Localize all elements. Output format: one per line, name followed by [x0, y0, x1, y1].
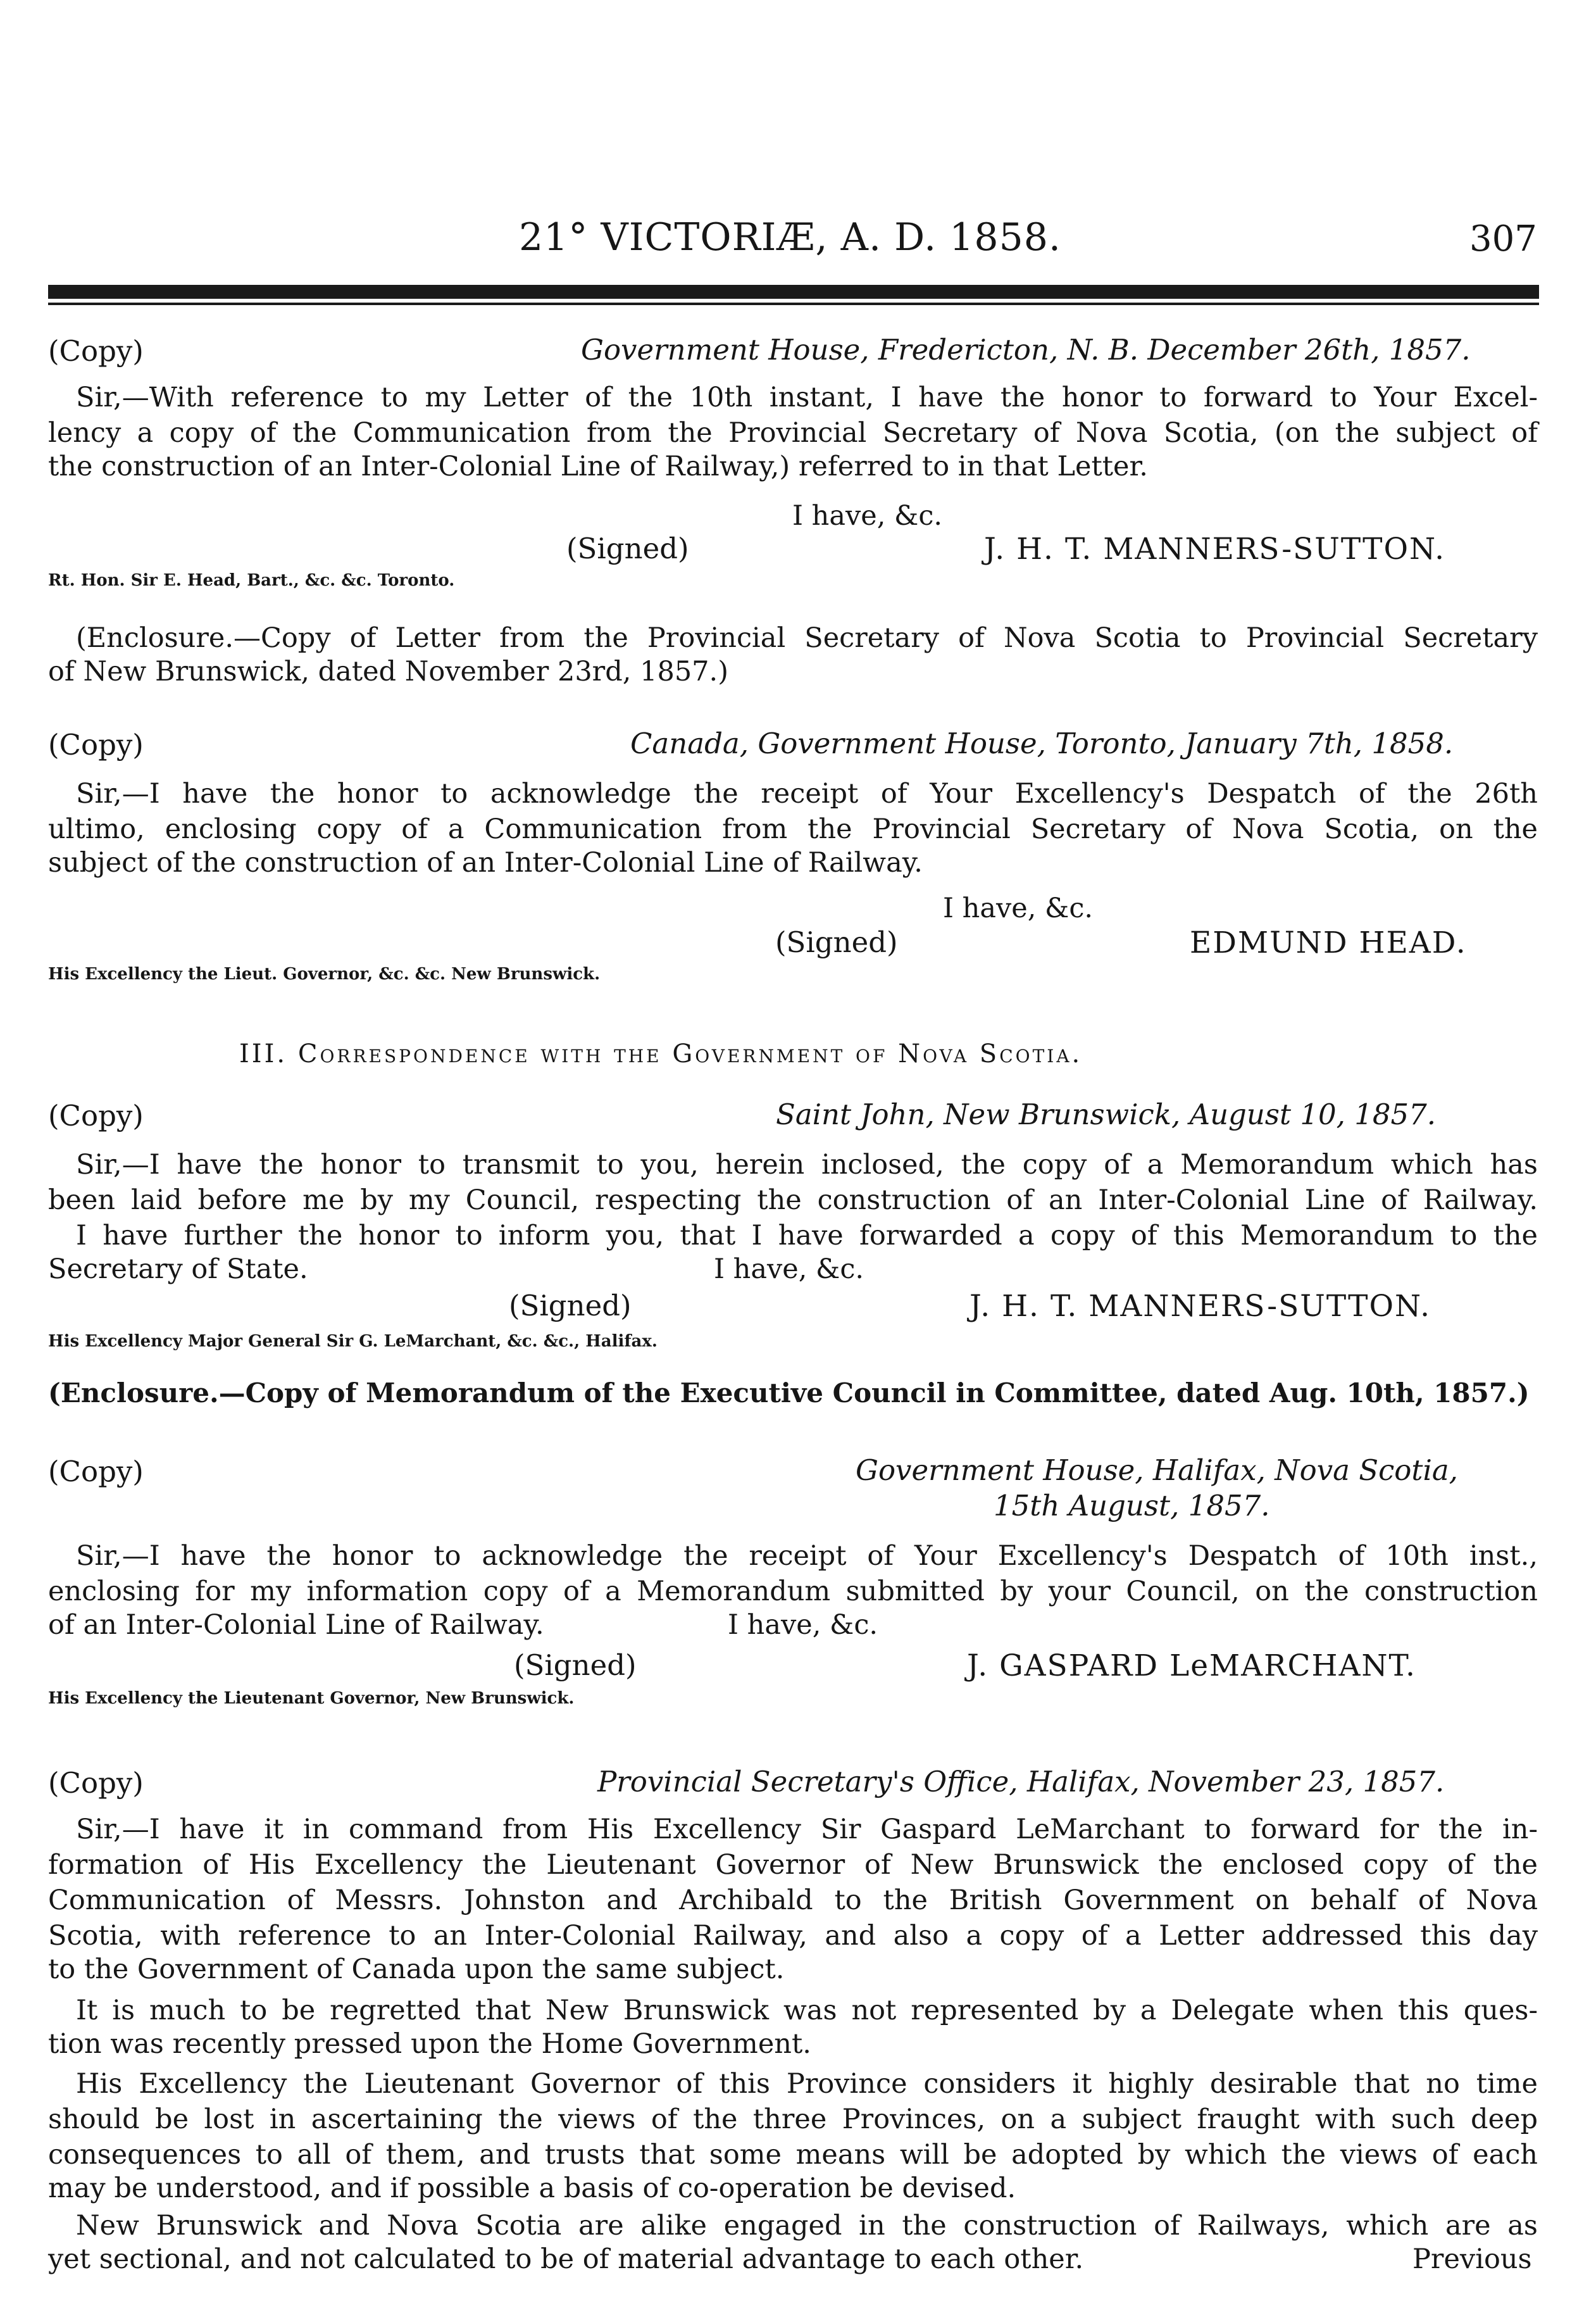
- addressee: Rt. Hon. Sir E. Head, Bart., &c. &c. Toronto.: [48, 571, 455, 590]
- body-line: consequences to all of them, and trusts that some means will be adopted by which the views of each: [48, 2139, 1538, 2171]
- signed-label: (Signed): [509, 1289, 632, 1322]
- body-line: New Brunswick and Nova Scotia are alike engaged in the construction of Railways, which are as: [76, 2210, 1538, 2242]
- letter-dateline: Canada, Government House, Toronto, January 7th, 1858.: [630, 727, 1454, 760]
- signature: J. H. T. MANNERS-SUTTON.: [984, 532, 1446, 567]
- body-line: Communication of Messrs. Johnston and Archibald to the British Government on behalf of Nova: [48, 1885, 1538, 1916]
- copy-label: (Copy): [48, 334, 144, 368]
- body-line: Secretary of State.: [48, 1253, 308, 1285]
- page-number: 307: [1469, 218, 1537, 260]
- body-line: should be lost in ascertaining the views of the three Provinces, on a subject fraught with such deep: [48, 2104, 1538, 2135]
- signed-label: (Signed): [566, 532, 689, 565]
- copy-label: (Copy): [48, 1099, 144, 1132]
- body-line: of an Inter-Colonial Line of Railway.: [48, 1609, 544, 1641]
- header-rule-thick: [48, 285, 1539, 299]
- letter-closing: I have, &c.: [714, 1253, 864, 1285]
- enclosure-note: of New Brunswick, dated November 23rd, 1857.): [48, 656, 728, 687]
- addressee: His Excellency Major General Sir G. LeMarchant, &c. &c., Halifax.: [48, 1332, 658, 1351]
- body-line: Sir,—I have the honor to acknowledge the receipt of Your Excellency's Despatch of 10th inst.,: [76, 1540, 1538, 1572]
- body-line: formation of His Excellency the Lieutenant Governor of New Brunswick the enclosed copy of the: [48, 1849, 1538, 1881]
- signed-label: (Signed): [514, 1648, 637, 1682]
- body-line: subject of the construction of an Inter-Colonial Line of Railway.: [48, 847, 923, 879]
- body-line: Sir,—I have the honor to transmit to you, herein inclosed, the copy of a Memorandum which has: [76, 1149, 1538, 1181]
- letter-dateline: Government House, Fredericton, N. B. December 26th, 1857.: [581, 333, 1471, 367]
- copy-label: (Copy): [48, 1455, 144, 1488]
- copy-label: (Copy): [48, 1766, 144, 1800]
- body-line: His Excellency the Lieutenant Governor of this Province considers it highly desirable that no time: [76, 2068, 1538, 2100]
- catchword: Previous: [1412, 2243, 1532, 2275]
- body-line: Sir,—I have the honor to acknowledge the receipt of Your Excellency's Despatch of the 26th: [76, 778, 1538, 810]
- letter-closing: I have, &c.: [943, 893, 1094, 924]
- running-head-title: 21° VICTORIÆ, A. D. 1858.: [519, 215, 1062, 260]
- signed-label: (Signed): [775, 925, 898, 959]
- body-line: I have further the honor to inform you, that I have forwarded a copy of this Memorandum to the: [76, 1220, 1538, 1251]
- signature: J. H. T. MANNERS-SUTTON.: [969, 1289, 1431, 1324]
- body-line: enclosing for my information copy of a Memorandum submitted by your Council, on the construction: [48, 1576, 1538, 1607]
- addressee: His Excellency the Lieutenant Governor, New Brunswick.: [48, 1689, 575, 1708]
- body-line: been laid before me by my Council, respecting the construction of an Inter-Colonial Line of Railway.: [48, 1184, 1538, 1216]
- copy-label: (Copy): [48, 728, 144, 762]
- letter-dateline: Provincial Secretary's Office, Halifax, November 23, 1857.: [597, 1765, 1445, 1798]
- letter-dateline-continued: 15th August, 1857.: [994, 1489, 1270, 1522]
- addressee: His Excellency the Lieut. Governor, &c. &c. New Brunswick.: [48, 965, 601, 984]
- body-line: Scotia, with reference to an Inter-Colonial Railway, and also a copy of a Letter addressed this day: [48, 1920, 1538, 1952]
- body-line: Sir,—I have it in command from His Excellency Sir Gaspard LeMarchant to forward for the in-: [76, 1814, 1538, 1845]
- enclosure-note: (Enclosure.—Copy of Memorandum of the Executive Council in Committee, dated Aug. 10th, 1857.): [48, 1377, 1530, 1408]
- section-heading: III. Correspondence with the Government of Nova Scotia.: [239, 1039, 1083, 1069]
- body-line: tion was recently pressed upon the Home Government.: [48, 2028, 811, 2060]
- body-line: ultimo, enclosing copy of a Communication from the Provincial Secretary of Nova Scotia, on the: [48, 813, 1538, 845]
- body-line: Sir,—With reference to my Letter of the 10th instant, I have the honor to forward to Your Excel-: [76, 382, 1538, 413]
- header-rule-thin: [48, 303, 1539, 305]
- body-line: may be understood, and if possible a basis of co-operation be devised.: [48, 2173, 1016, 2204]
- body-line: lency a copy of the Communication from the Provincial Secretary of Nova Scotia, (on the subject of: [48, 417, 1538, 449]
- letter-closing: I have, &c.: [728, 1609, 878, 1641]
- signature: EDMUND HEAD.: [1190, 925, 1467, 960]
- letter-closing: I have, &c.: [792, 500, 943, 532]
- letter-dateline: Saint John, New Brunswick, August 10, 1857.: [776, 1098, 1437, 1131]
- signature: J. GASPARD LeMARCHANT.: [967, 1648, 1416, 1683]
- body-line: It is much to be regretted that New Brunswick was not represented by a Delegate when this ques-: [76, 1995, 1538, 2026]
- enclosure-note: (Enclosure.—Copy of Letter from the Provincial Secretary of Nova Scotia to Provincial Secretary: [76, 622, 1538, 654]
- body-line: the construction of an Inter-Colonial Line of Railway,) referred to in that Letter.: [48, 451, 1148, 482]
- body-line: to the Government of Canada upon the same subject.: [48, 1954, 785, 1985]
- letter-dateline: Government House, Halifax, Nova Scotia,: [856, 1453, 1458, 1487]
- body-line: yet sectional, and not calculated to be of material advantage to each other.: [48, 2243, 1084, 2275]
